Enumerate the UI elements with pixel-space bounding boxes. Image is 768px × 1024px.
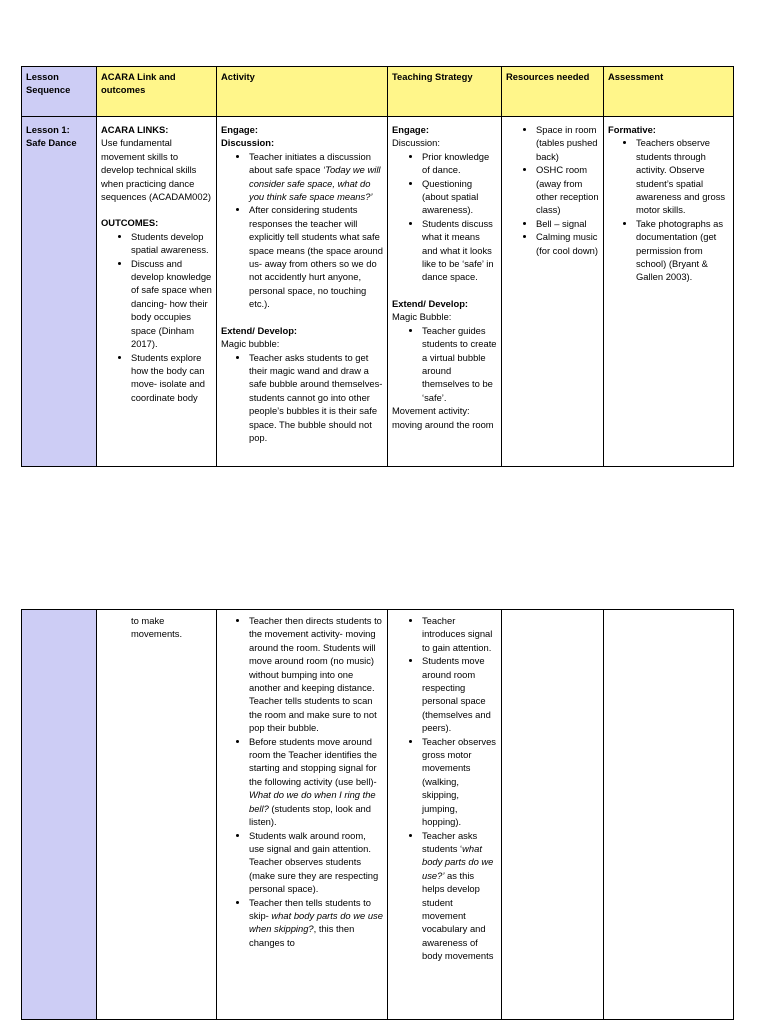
- strategy-item: • Teacher observes gross motor movements (walking, skipping, jumping, hopping).: [422, 735, 497, 829]
- resource-item: • Bell – signal: [536, 217, 599, 230]
- resources-cell: [502, 117, 604, 467]
- continuation-lesson-cell: [22, 610, 97, 1020]
- assessment-cell: [604, 117, 734, 467]
- continuation-activity-list: [221, 614, 383, 949]
- resource-item: • OSHC room (away from other reception class): [536, 163, 599, 217]
- strategy-movement-text: Movement activity: moving around the room: [392, 405, 494, 430]
- continuation-strategy-cell: [388, 610, 502, 1020]
- activity-discussion-heading: Discussion:: [221, 137, 275, 149]
- activity-magic-heading: Magic bubble:: [221, 338, 280, 350]
- continuation-activity-cell: [217, 610, 388, 1020]
- header-acara: ACARA Link and outcomes: [97, 67, 217, 117]
- strategy-magic-heading: Magic Bubble:: [392, 311, 452, 323]
- assessment-item: • Teachers observe students through activity. Observe student’s spatial awareness and gross motor skills.: [636, 136, 729, 216]
- header-lesson-sequence: Lesson Sequence: [22, 67, 97, 117]
- outcome-item: • Discuss and develop knowledge of safe space when dancing- how their body occupies space (Dinham 2017).: [131, 257, 212, 351]
- activity-item: • Before students move around room the Teacher identifies the starting and stopping signal for the following activity (use bell)- What do we do when I ring the bell? (students stop, look and listen).: [249, 735, 383, 829]
- activity-extend-list: [221, 351, 383, 445]
- strategy-engage-list: [392, 150, 497, 284]
- continuation-strategy-list: [392, 614, 497, 963]
- header-resources: Resources needed: [502, 67, 604, 117]
- strategy-item: • Teacher guides students to create a virtual bubble around themselves to be ‘safe’.: [422, 324, 497, 404]
- strategy-cell: [388, 117, 502, 467]
- activity-item: • Teacher then directs students to the movement activity- moving around the room. Students will move around room (no music) without bumping into one another and keeping distance. Teacher tells students to scan the room and make sure to not pop their bubble.: [249, 614, 383, 735]
- lesson-plan-table: [21, 66, 734, 467]
- assessment-heading: Formative:: [608, 124, 656, 135]
- lesson-1-row: [22, 117, 734, 467]
- outcome-item: • Students explore how the body can move- isolate and coordinate body: [131, 351, 212, 405]
- lesson-title: Lesson 1: Safe Dance: [22, 117, 97, 467]
- strategy-extend-list: [392, 324, 497, 404]
- activity-item: • Students walk around room, use signal and gain attention. Teacher observes students (make sure they are respecting personal space).: [249, 829, 383, 896]
- activity-cell: [217, 117, 388, 467]
- assessment-list: [608, 136, 729, 283]
- lesson-plan-continuation-table: [21, 609, 734, 1020]
- outcomes-list: [101, 230, 212, 404]
- resource-item: • Calming music (for cool down): [536, 230, 599, 257]
- strategy-item: • Questioning (about spatial awareness).: [422, 177, 497, 217]
- activity-extend-heading: Extend/ Develop:: [221, 324, 298, 336]
- acara-links-heading: ACARA LINKS:: [101, 124, 169, 135]
- activity-item: • After considering students responses the teacher will explicitly tell students what safe space means (the space around us- away from others so we do not accidently hurt anyone, personal space, no touching etc.).: [249, 203, 383, 310]
- strategy-engage-heading: Engage:: [392, 124, 429, 135]
- continuation-acara-text: to make movements.: [131, 615, 183, 640]
- activity-engage-list: [221, 150, 383, 311]
- header-teaching-strategy: Teaching Strategy: [388, 67, 502, 117]
- acara-cell: [97, 117, 217, 467]
- strategy-item: • Students discuss what it means and what it looks like to be ‘safe’ in dance space.: [422, 217, 497, 284]
- activity-engage-heading: Engage:: [221, 124, 258, 135]
- strategy-item: • Students move around room respecting personal space (themselves and peers).: [422, 654, 497, 734]
- header-assessment: Assessment: [604, 67, 734, 117]
- continuation-resources-cell: [502, 610, 604, 1020]
- continuation-acara-cell: [97, 610, 217, 1020]
- acara-links-text: Use fundamental movement skills to develop technical skills when practicing dance sequences (ACADAM002): [101, 137, 211, 203]
- strategy-item: • Teacher asks students ‘what body parts do we use?’ as this helps develop student movement vocabulary and awareness of body movements: [422, 829, 497, 963]
- activity-item: • Teacher asks students to get their magic wand and draw a safe bubble around themselves- students cannot go into other people’s bubbles it is their safe space. The bubble should not pop.: [249, 351, 383, 445]
- strategy-item: • Teacher introduces signal to gain attention.: [422, 614, 497, 654]
- activity-item: • Teacher initiates a discussion about safe space ‘Today we will consider safe space, what do you think safe space means?’: [249, 150, 383, 204]
- header-activity: Activity: [217, 67, 388, 117]
- resource-item: • Space in room (tables pushed back): [536, 123, 599, 163]
- strategy-discussion-heading: Discussion:: [392, 137, 440, 149]
- assessment-item: • Take photographs as documentation (get permission from school) (Bryant & Gallen 2003).: [636, 217, 729, 284]
- continuation-row: [22, 610, 734, 1020]
- resources-list: [506, 123, 599, 257]
- header-row: [22, 67, 734, 117]
- continuation-assessment-cell: [604, 610, 734, 1020]
- activity-item: • Teacher then tells students to skip- what body parts do we use when skipping?, this then changes to: [249, 896, 383, 950]
- outcome-item: • Students develop spatial awareness.: [131, 230, 212, 257]
- outcomes-heading: OUTCOMES:: [101, 217, 159, 229]
- strategy-item: • Prior knowledge of dance.: [422, 150, 497, 177]
- strategy-extend-heading: Extend/ Develop:: [392, 297, 469, 309]
